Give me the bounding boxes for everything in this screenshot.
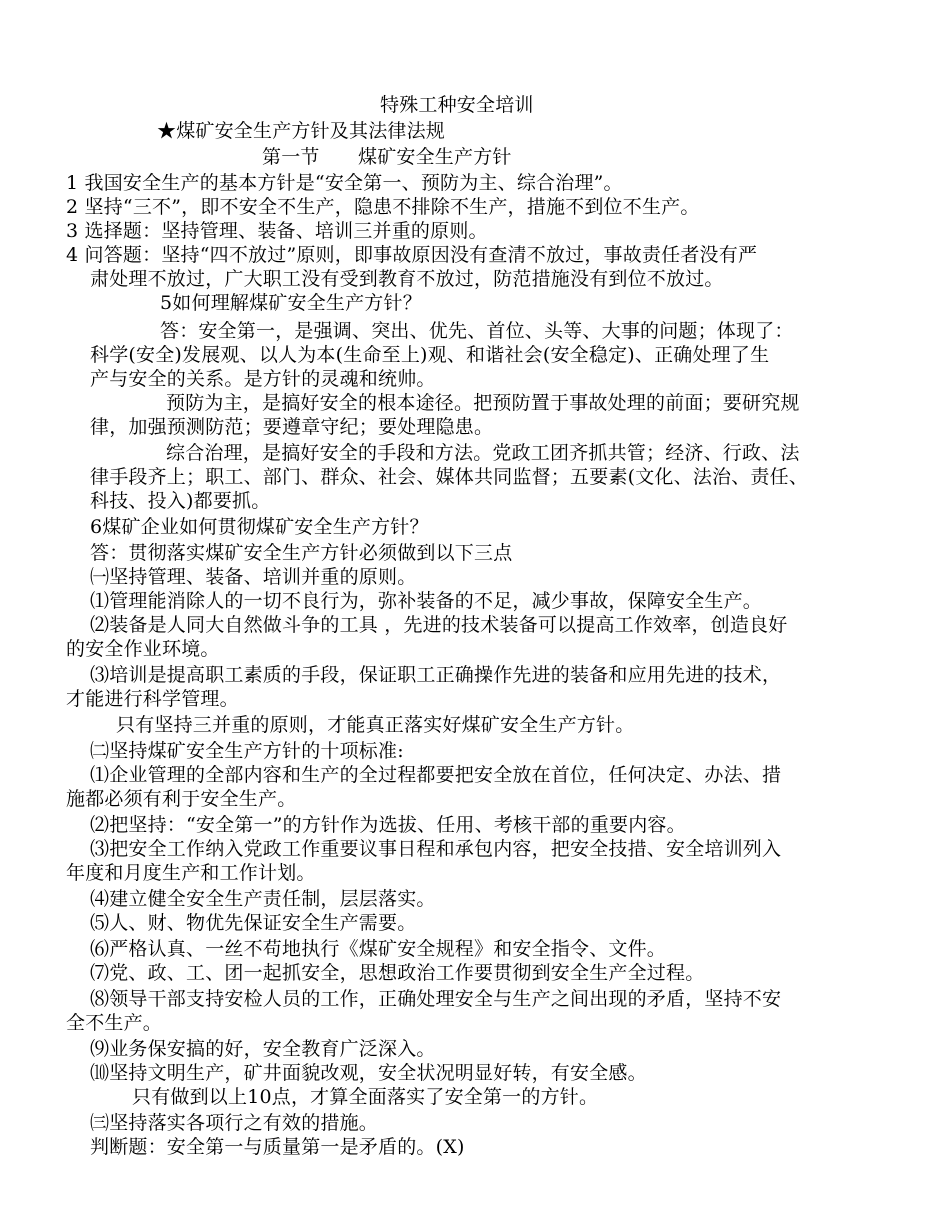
body-line: ㈢坚持落实各项行之有效的措施。: [90, 1112, 379, 1134]
body-line: ⑺党、政、工、团一起抓安全，思想政治工作要贯彻到安全生产全过程。: [90, 962, 705, 984]
body-line: 1 我国安全生产的基本方针是“安全第一、预防为主、综合治理”。: [66, 172, 623, 194]
body-line: ⑻领导干部支持安检人员的工作，正确处理安全与生产之间出现的矛盾，坚持不安: [90, 988, 782, 1010]
body-line: 只有做到以上10点，才算全面落实了安全第一的方针。: [132, 1086, 599, 1108]
body-line: 2 坚持“三不”，即不安全不生产，隐患不排除不生产，措施不到位不生产。: [66, 196, 700, 218]
body-line: ⑴管理能消除人的一切不良行为，弥补装备的不足，减少事故，保障安全生产。: [90, 590, 763, 612]
body-line: ⑵装备是人同大自然做斗争的工具 ，先进的技术装备可以提高工作效率，创造良好: [90, 614, 788, 636]
document-title: 特殊工种安全培训: [380, 94, 534, 116]
body-line: 产与安全的关系。是方针的灵魂和统帅。: [90, 368, 436, 390]
body-line: 的安全作业环境。: [66, 638, 220, 660]
body-line: ⑼业务保安搞的好，安全教育广泛深入。: [90, 1038, 436, 1060]
body-line: 综合治理，是搞好安全的手段和方法。党政工团齐抓共管；经济、行政、法: [166, 442, 800, 464]
body-line: 科技、投入)都要抓。: [90, 490, 271, 512]
body-line: ㈠坚持管理、装备、培训并重的原则。: [90, 566, 417, 588]
body-line: 年度和月度生产和工作计划。: [66, 862, 316, 884]
body-line: ⑶培训是提高职工素质的手段，保证职工正确操作先进的装备和应用先进的技术，: [90, 664, 782, 686]
body-line: 律，加强预测防范；要遵章守纪；要处理隐患。: [90, 416, 494, 438]
body-line: ㈡坚持煤矿安全生产方针的十项标准:: [90, 740, 404, 762]
body-line: ⑽坚持文明生产，矿井面貌改观，安全状况明显好转，有安全感。: [90, 1062, 647, 1084]
body-line: ⑵把坚持：“安全第一”的方针作为选拔、任用、考核干部的重要内容。: [90, 814, 686, 836]
section-heading: ★煤矿安全生产方针及其法律法规: [157, 120, 446, 142]
body-line: ⑷建立健全安全生产责任制，层层落实。: [90, 888, 436, 910]
body-line: 才能进行科学管理。: [66, 688, 239, 710]
body-line: ⑴企业管理的全部内容和生产的全过程都要把安全放在首位，任何决定、办法、措: [90, 764, 782, 786]
body-line: 科学(安全)发展观、以人为本(生命至上)观、和谐社会(安全稳定)、正确处理了生: [90, 344, 770, 366]
true-false-question: 判断题：安全第一与质量第一是矛盾的。(X): [90, 1136, 465, 1158]
body-line: 律手段齐上；职工、部门、群众、社会、媒体共同监督；五要素(文化、法治、责任、: [90, 466, 809, 488]
body-line: 3 选择题：坚持管理、装备、培训三并重的原则。: [66, 220, 488, 242]
body-line: ⑹严格认真、一丝不苟地执行《煤矿安全规程》和安全指令、文件。: [90, 938, 667, 960]
body-line: ⑶把安全工作纳入党政工作重要议事日程和承包内容，把安全技措、安全培训列入: [90, 838, 782, 860]
body-line: 全不生产。: [66, 1012, 163, 1034]
question-heading: 5如何理解煤矿安全生产方针？: [160, 292, 422, 314]
subsection-heading: 第一节 煤矿安全生产方针: [262, 146, 512, 168]
question-heading: 6煤矿企业如何贯彻煤矿安全生产方针？: [90, 516, 429, 538]
body-line: 肃处理不放过，广大职工没有受到教育不放过，防范措施没有到位不放过。: [90, 268, 724, 290]
body-line: 答：贯彻落实煤矿安全生产方针必须做到以下三点: [90, 542, 513, 564]
body-line: 施都必须有利于安全生产。: [66, 788, 297, 810]
body-line: 4 问答题：坚持“四不放过”原则，即事故原因没有查清不放过，事故责任者没有严: [66, 244, 758, 266]
body-line: 只有坚持三并重的原则，才能真正落实好煤矿安全生产方针。: [116, 714, 635, 736]
body-line: 答：安全第一，是强调、突出、优先、首位、头等、大事的问题；体现了：: [160, 320, 794, 342]
body-line: ⑸人、财、物优先保证安全生产需要。: [90, 912, 417, 934]
body-line: 预防为主，是搞好安全的根本途径。把预防置于事故处理的前面；要研究规: [166, 392, 800, 414]
